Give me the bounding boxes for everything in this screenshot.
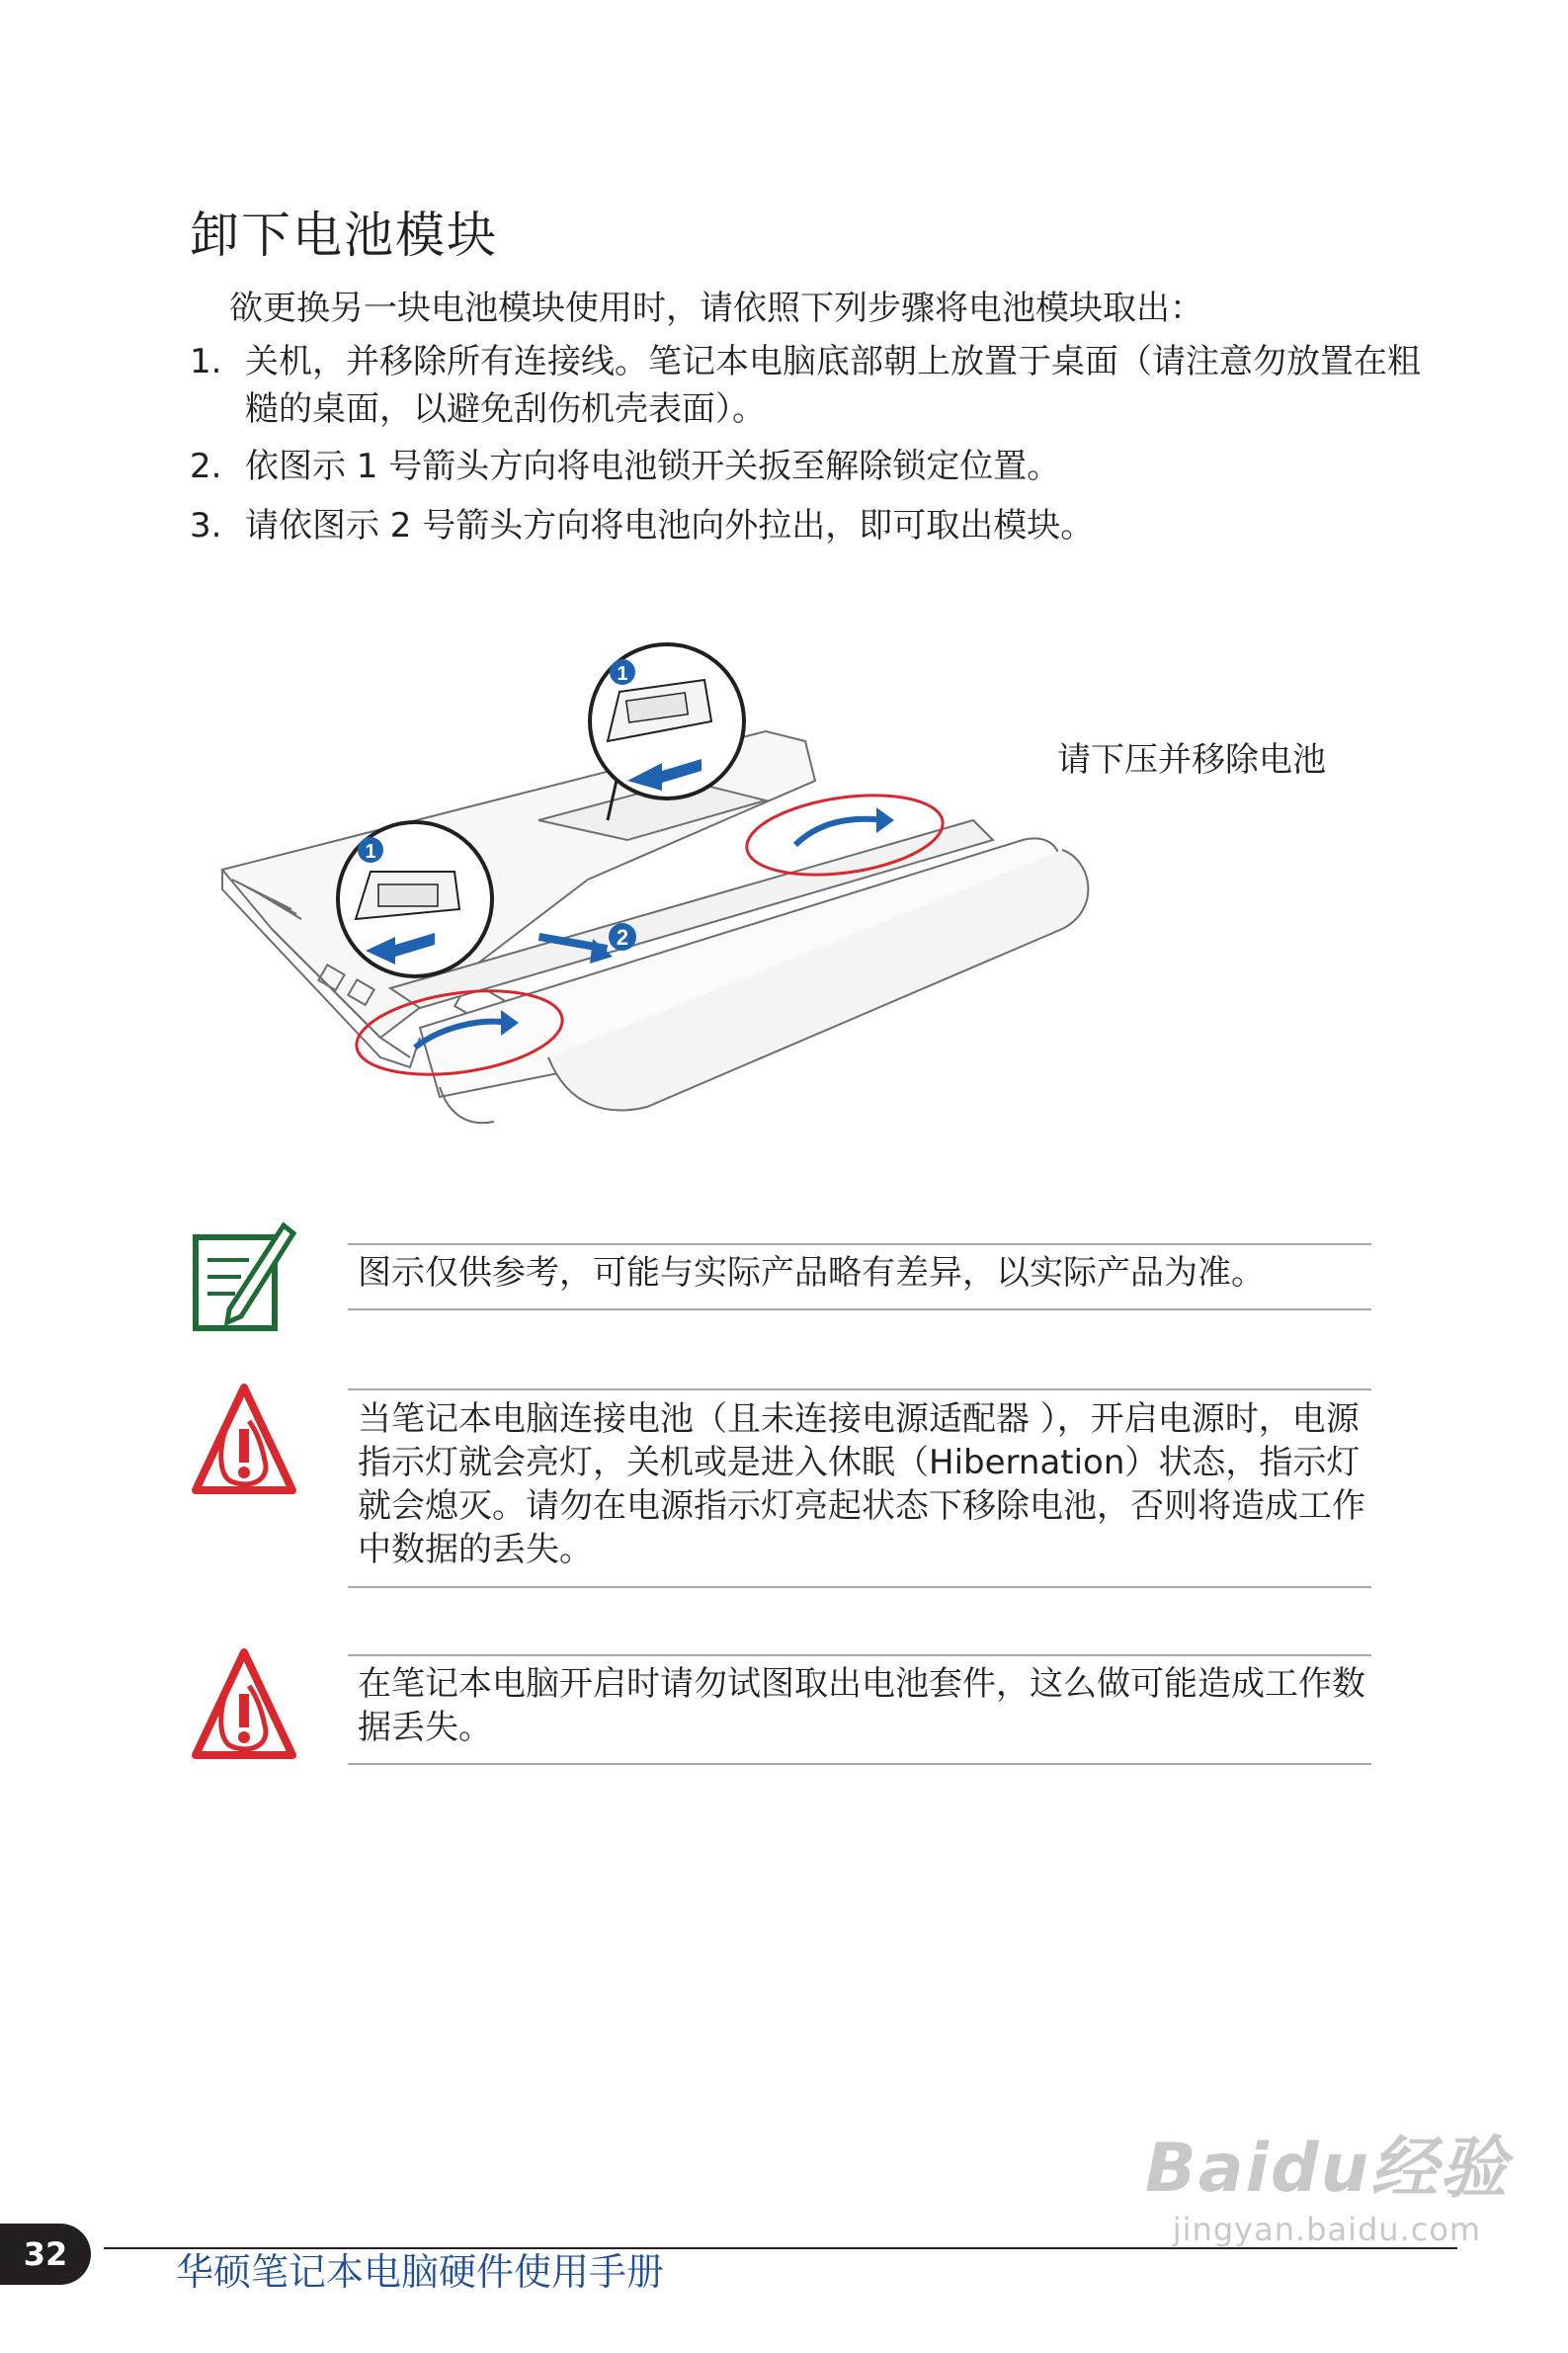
step-text: 请依图示 2 号箭头方向将电池向外拉出，即可取出模块。 (245, 506, 1095, 546)
page-number: 32 (0, 2224, 91, 2285)
footer-title: 华硕笔记本电脑硬件使用手册 (176, 2250, 665, 2294)
warning-text: 当笔记本电脑连接电池（且未连接电源适配器 ），开启电源时，电源指示灯就会亮灯，关机或是进入休眠（Hibernation）状态，指示灯就会熄灭。请勿在电源指示灯亮起状态下移除电池，否则将造成工作中数据的丢失。 (358, 1399, 1365, 1569)
step-number: 3. (190, 506, 222, 546)
note-divider (348, 1243, 1371, 1245)
warning-divider (348, 1654, 1371, 1656)
figure-label: 请下压并移除电池 (1057, 740, 1326, 780)
intro-text: 欲更换另一块电池模块使用时，请依照下列步骤将电池模块取出： (229, 289, 1203, 328)
watermark-url: jingyan.baidu.com (1172, 2211, 1482, 2248)
note-pencil-icon (190, 1216, 298, 1338)
page-title: 卸下电池模块 (190, 207, 498, 264)
battery-removal-figure (212, 642, 1344, 1166)
step-number: 2. (190, 447, 222, 486)
watermark-brand: Baidu经验 (1144, 2130, 1509, 2208)
step-number: 1. (190, 342, 222, 381)
note-text: 图示仅供参考，可能与实际产品略有差异，以实际产品为准。 (358, 1253, 1265, 1293)
warning-text: 在笔记本电脑开启时请勿试图取出电池套件，这么做可能造成工作数据丢失。 (358, 1664, 1365, 1747)
warning-icon (190, 1382, 298, 1509)
step-text: 依图示 1 号箭头方向将电池锁开关扳至解除锁定位置。 (245, 447, 1061, 486)
svg-text:1: 1 (617, 663, 628, 685)
step-text: 关机，并移除所有连接线。笔记本电脑底部朝上放置于桌面（请注意勿放置在粗糙的桌面，以避免刮伤机壳表面）。 (245, 342, 1421, 429)
badge-2-label: 2 (616, 925, 629, 950)
baidu-watermark (1145, 2115, 1509, 2248)
callout-lock-left (338, 822, 492, 976)
warning-divider (348, 1586, 1371, 1588)
note-divider (348, 1308, 1371, 1310)
warning-icon (190, 1646, 298, 1774)
warning-divider (348, 1388, 1371, 1390)
warning-divider (348, 1763, 1371, 1765)
svg-text:1: 1 (365, 841, 376, 863)
